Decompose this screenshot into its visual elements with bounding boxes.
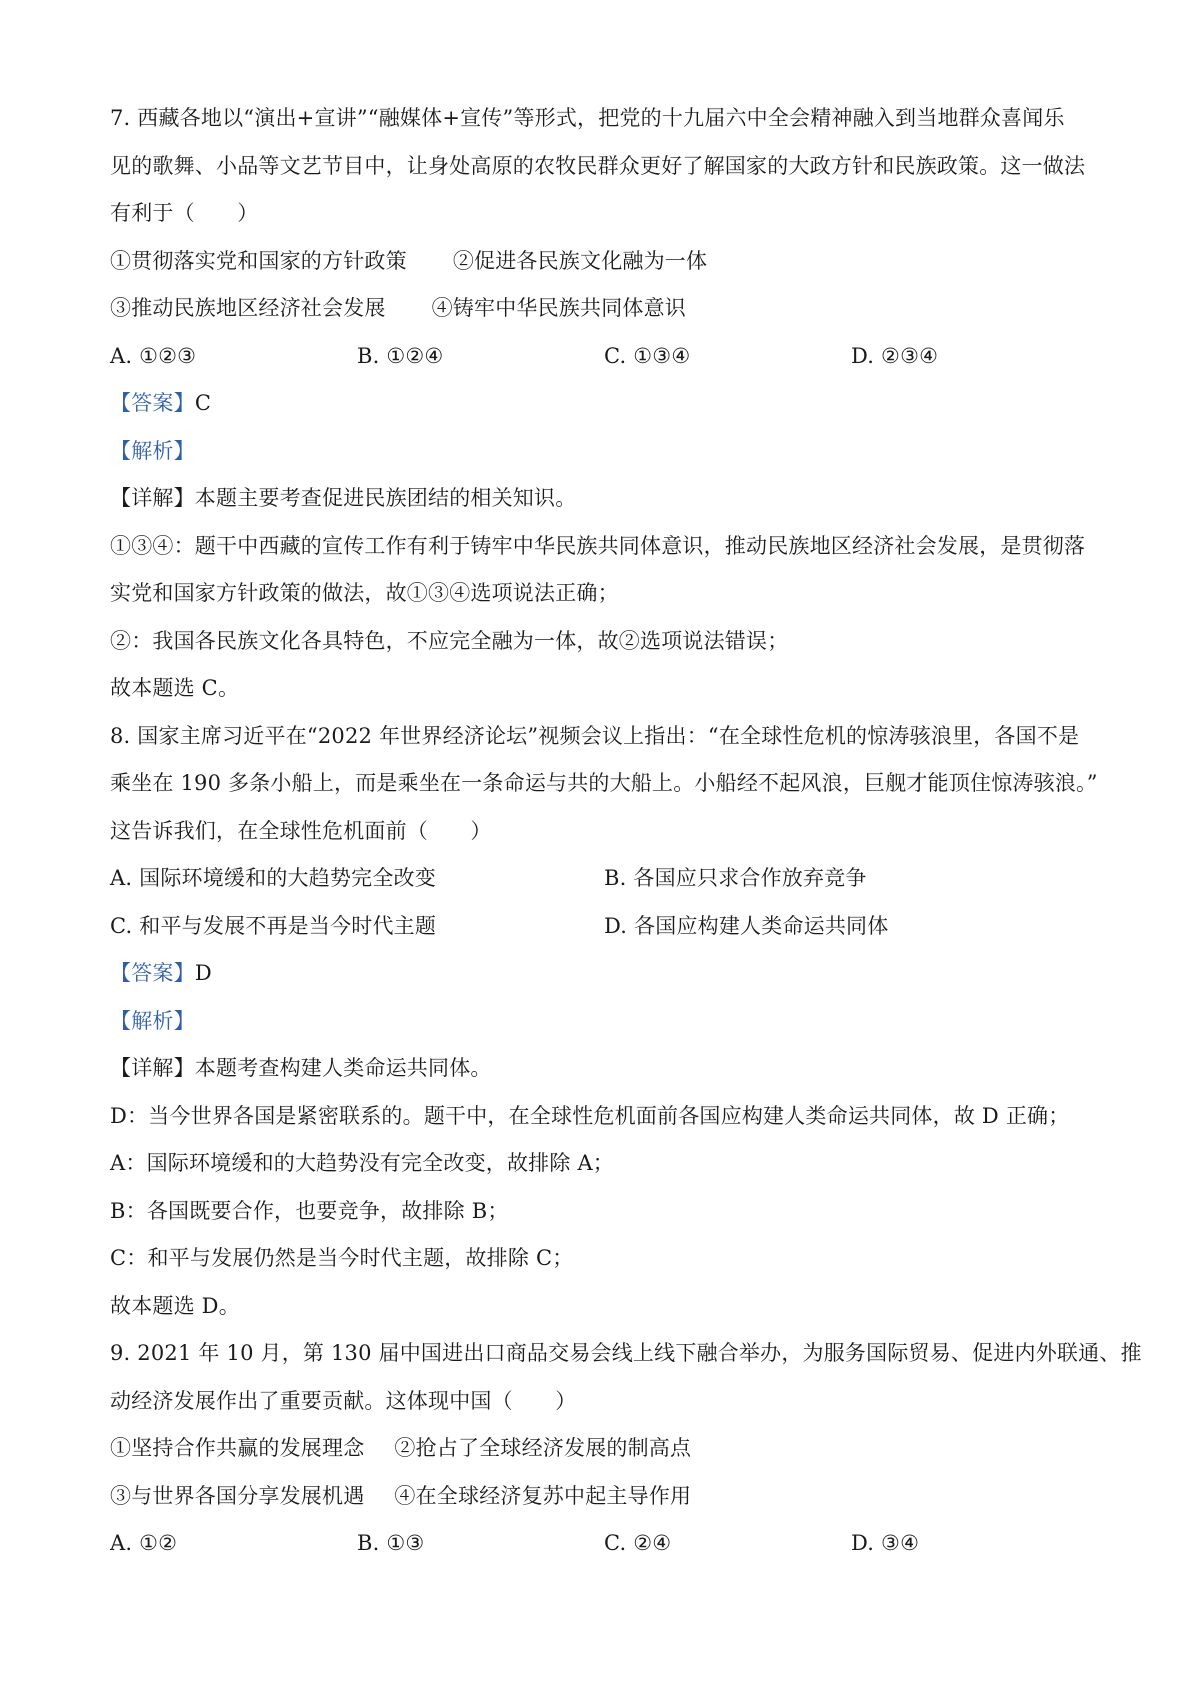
option-c: C. 和平与发展不再是当今时代主题 [110,913,437,938]
answer-line [110,380,1100,428]
detail-line: 实党和国家方针政策的做法，故①③④选项说法正确； [110,581,619,605]
answer-tag: 【答案】 [110,391,195,415]
detail-line: 故本题选 C。 [110,676,240,700]
option-b: B. 各国应只求合作放弃竞争 [604,866,867,890]
option-row [110,855,1100,903]
question-stem-line: 这告诉我们，在全球性危机面前（ ） [110,818,492,843]
analysis-line [110,428,1100,476]
option-c: C. ①③④ [604,343,691,368]
statement: ③与世界各国分享发展机遇 [110,1483,365,1508]
analysis-line [110,998,1100,1046]
detail-line: 【详解】本题主要考查促进民族团结的相关知识。 [110,486,577,510]
question-stem-line: 7. 西藏各地以“演出+宣讲”“融媒体+宣传”等形式，把党的十九届六中全会精神融入到当地群众喜闻乐 [110,106,1065,130]
statement: ①贯彻落实党和国家的方针政策 [110,248,407,273]
detail-line: ②：我国各民族文化各具特色，不应完全融为一体，故②选项说法错误； [110,628,789,653]
analysis-tag: 【解析】 [110,1008,195,1033]
option-b: B. ①③ [357,1531,425,1555]
statement-row [110,285,1100,333]
option-row [110,1520,1100,1568]
option-row [110,903,1100,951]
question-stem-line: 8. 国家主席习近平在“2022 年世界经济论坛”视频会议上指出：“在全球性危机的惊涛骇浪里，各国不是 [110,723,1080,748]
option-c: C. ②④ [604,1531,672,1555]
detail-line: 故本题选 D。 [110,1293,240,1318]
detail-line: D：当今世界各国是紧密联系的。题干中，在全球性危机面前各国应构建人类命运共同体，故 D 正确； [110,1103,1070,1128]
detail-line: B：各国既要合作，也要竞争，故排除 B； [110,1198,509,1223]
detail-line: C：和平与发展仍然是当今时代主题，故排除 C； [110,1246,574,1270]
question-stem-line: 动经济发展作出了重要贡献。这体现中国（ ） [110,1388,577,1413]
answer-value: D [194,961,212,985]
question-stem-line: 见的歌舞、小品等文艺节目中，让身处高原的农牧民群众更好了解国家的大政方针和民族政策。这一做法 [110,153,1086,178]
option-b: B. ①②④ [357,343,444,368]
statement-row [110,238,1100,286]
answer-value: C [194,391,212,415]
option-row [110,333,1100,381]
option-a: A. 国际环境缓和的大趋势完全改变 [110,866,436,890]
question-stem-line: 有利于（ ） [110,201,259,225]
document-page [110,95,1142,1568]
statement: ②抢占了全球经济发展的制高点 [394,1436,692,1460]
statement: ①坚持合作共赢的发展理念 [110,1436,365,1460]
answer-tag: 【答案】 [110,961,195,985]
question-9 [110,1330,1142,1568]
detail-line: A：国际环境缓和的大趋势没有完全改变，故排除 A； [110,1151,615,1175]
analysis-tag: 【解析】 [110,438,195,463]
statement-row [110,1473,1100,1521]
detail-line: ①③④：题干中西藏的宣传工作有利于铸牢中华民族共同体意识，推动民族地区经济社会发展，是贯彻落 [110,533,1086,558]
option-d: D. 各国应构建人类命运共同体 [604,913,889,938]
question-7 [110,95,1100,713]
statement: ④铸牢中华民族共同体意识 [431,296,687,320]
option-d: D. ②③④ [851,343,939,368]
statement: ②促进各民族文化融为一体 [452,248,708,273]
statement: ④在全球经济复苏中起主导作用 [394,1483,692,1508]
detail-line: 【详解】本题考查构建人类命运共同体。 [110,1056,492,1080]
option-a: A. ①② [110,1531,178,1555]
question-stem-line: 9. 2021 年 10 月，第 130 届中国进出口商品交易会线上线下融合举办，为服务国际贸易、促进内外联通、推 [110,1341,1142,1365]
option-a: A. ①②③ [110,343,197,368]
option-d: D. ③④ [851,1531,920,1555]
question-8 [110,713,1100,1331]
answer-line [110,950,1100,998]
statement-row [110,1425,1100,1473]
question-stem-line: 乘坐在 190 多条小船上，而是乘坐在一条命运与共的大船上。小船经不起风浪，巨舰才能顶住惊涛骇浪。” [110,771,1098,795]
statement: ③推动民族地区经济社会发展 [110,296,386,320]
